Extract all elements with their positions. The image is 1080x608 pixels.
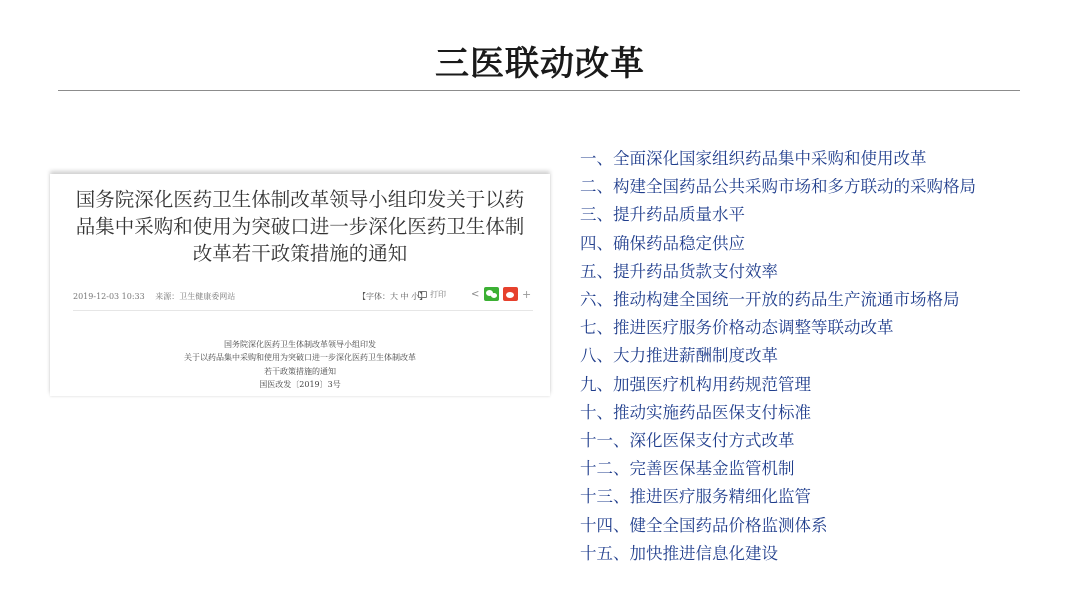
reform-item: 三、提升药品质量水平 bbox=[580, 205, 745, 225]
reform-item: 一、全面深化国家组织药品集中采购和使用改革 bbox=[580, 149, 927, 168]
reform-item: 九、加强医疗机构用药规范管理 bbox=[580, 374, 811, 394]
reform-item: 十、推动实施药品医保支付标准 bbox=[580, 402, 811, 422]
article-headline bbox=[70, 186, 530, 267]
printer-icon bbox=[418, 291, 427, 298]
article-screenshot bbox=[50, 174, 550, 396]
reform-item: 十四、健全全国药品价格监测体系 bbox=[580, 515, 828, 535]
reform-item: 七、推进医疗服务价格动态调整等联动改革 bbox=[580, 318, 894, 338]
document-number: 国医改发〔2019〕3号 bbox=[259, 379, 341, 389]
reform-item: 六、推动构建全国统一开放的药品生产流通市场格局 bbox=[580, 290, 960, 310]
print-button[interactable] bbox=[418, 289, 446, 300]
share-icon[interactable]: < bbox=[471, 289, 480, 300]
reform-item: 五、提升药品货款支付效率 bbox=[580, 261, 778, 281]
article-meta-row bbox=[73, 287, 533, 303]
slide-title: 三医联动改革 bbox=[435, 44, 645, 84]
document-line: 若干政策措施的通知 bbox=[264, 366, 336, 376]
reform-item: 十一、深化医保支付方式改革 bbox=[580, 431, 795, 451]
reform-item: 十五、加快推进信息化建设 bbox=[580, 543, 778, 563]
reform-list bbox=[580, 145, 976, 568]
document-body bbox=[50, 338, 550, 391]
article-meta-info bbox=[73, 291, 235, 302]
reform-item: 八、大力推进薪酬制度改革 bbox=[580, 346, 778, 366]
headline-line: 国务院深化医药卫生体制改革领导小组印发关于以药 bbox=[75, 188, 525, 211]
reform-item: 二、构建全国药品公共采购市场和多方联动的采购格局 bbox=[580, 177, 976, 197]
reform-item: 十三、推进医疗服务精细化监管 bbox=[580, 487, 811, 507]
weibo-icon[interactable] bbox=[503, 287, 518, 301]
reform-item: 十二、完善医保基金监管机制 bbox=[580, 459, 795, 479]
article-source: 来源：卫生健康委网站 bbox=[155, 292, 236, 301]
document-line: 国务院深化医药卫生体制改革领导小组印发 bbox=[224, 340, 376, 349]
meta-divider bbox=[73, 310, 533, 311]
reform-item: 四、确保药品稳定供应 bbox=[580, 233, 745, 253]
article-date: 2019-12-03 10:33 bbox=[73, 292, 145, 301]
plus-icon[interactable]: + bbox=[522, 288, 532, 301]
headline-line: 品集中采购和使用为突破口进一步深化医药卫生体制 bbox=[75, 215, 525, 238]
font-size-controls[interactable]: 【字体：大 中 小】 bbox=[358, 292, 428, 301]
wechat-icon[interactable] bbox=[484, 287, 499, 301]
document-line: 关于以药品集中采购和使用为突破口进一步深化医药卫生体制改革 bbox=[184, 353, 416, 363]
headline-line: 改革若干政策措施的通知 bbox=[192, 242, 408, 265]
print-label: 打印 bbox=[430, 290, 446, 299]
title-divider bbox=[58, 90, 1020, 91]
